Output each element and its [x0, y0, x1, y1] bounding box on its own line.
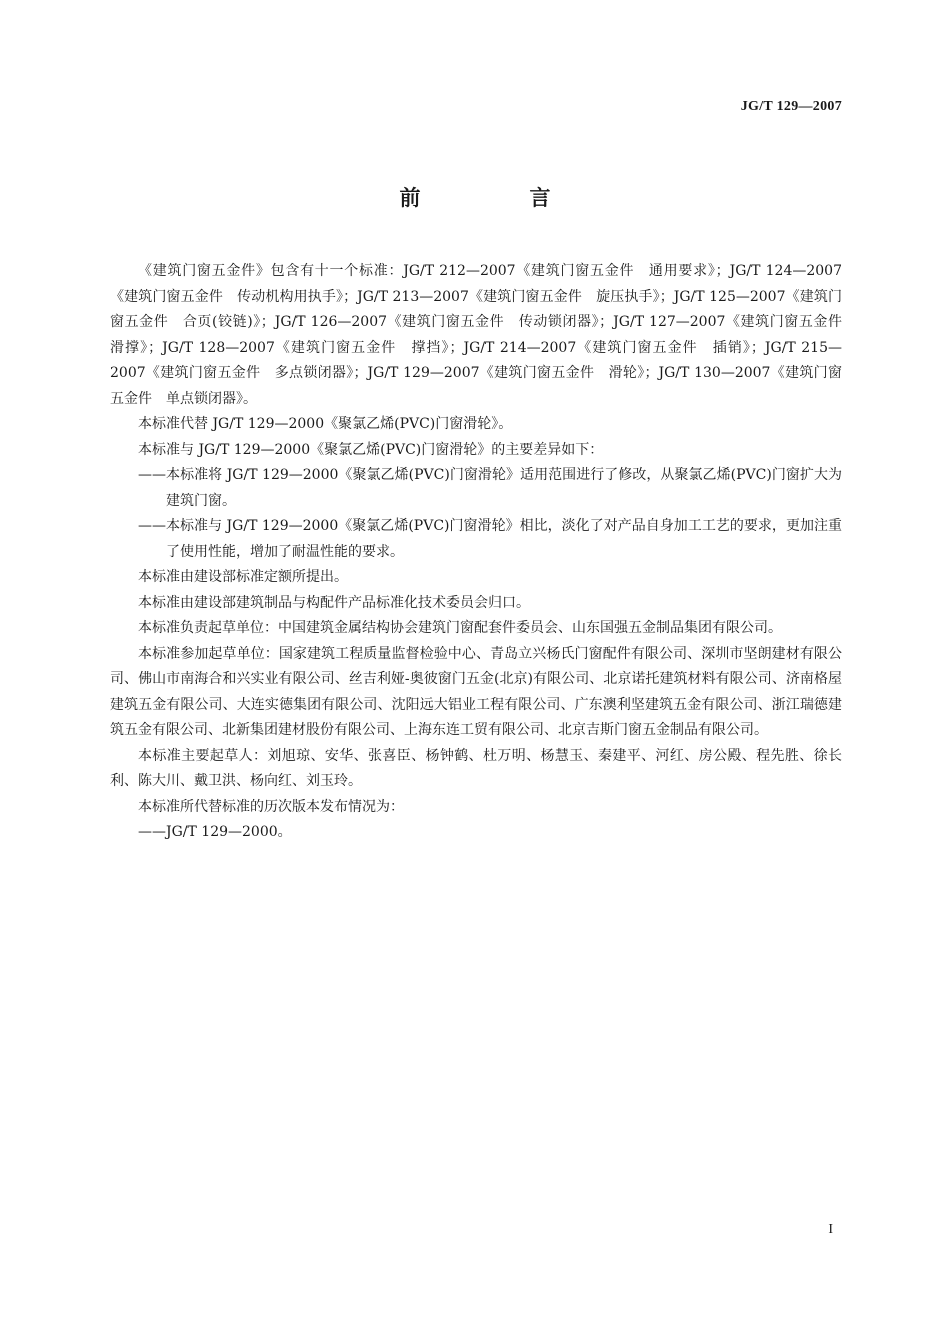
paragraph-main-drafters: 本标准主要起草人：刘旭琼、安华、张喜臣、杨钟鹤、杜万明、杨慧玉、秦建平、河红、房公殿、程先胜、徐长利、陈大川、戴卫洪、杨向红、刘玉玲。 [110, 747, 842, 789]
paragraph-standards-list: 《建筑门窗五金件》包含有十一个标准：JG/T 212—2007《建筑门窗五金件 通用要求》；JG/T 124—2007《建筑门窗五金件 传动机构用执手》；JG/T 213—2007《建筑门窗五金件 旋压执手》；JG/T 125—2007《建筑门窗五金件 合页(铰链)》；JG/T 126—2007《建筑门窗五金件 传动锁闭器》；JG/T 127—2007《建筑门窗五金件 滑撑》；JG/T 128—2007《建筑门窗五金件 撑挡》；JG/T 214—2007《建筑门窗五金件 插销》；JG/T 215—2007《建筑门窗五金件 多点锁闭器》；JG/T 129—2007《建筑门窗五金件 滑轮》；JG/T 130—2007《建筑门窗五金件 单点锁闭器》。 [110, 263, 856, 407]
paragraph-history-intro: 本标准所代替标准的历次版本发布情况为： [138, 798, 404, 815]
standard-code: JG/T 129—2007 [740, 99, 842, 114]
paragraph-participating-drafters: 本标准参加起草单位：国家建筑工程质量监督检验中心、青岛立兴杨氏门窗配件有限公司、深圳市坚朗建材有限公司、佛山市南海合和兴实业有限公司、丝吉利娅-奥彼窗门五金(北京)有限公司、北京诺托建筑材料有限公司、济南格屋建筑五金有限公司、大连实德集团有限公司、沈阳远大铝业工程有限公司、广东澳利坚建筑五金有限公司、浙江瑞德建筑五金有限公司、北新集团建材股份有限公司、上海东连工贸有限公司、北京吉斯门窗五金制品有限公司。 [110, 645, 842, 738]
paragraph-replaces: 本标准代替 JG/T 129—2000《聚氯乙烯(PVC)门窗滑轮》。 [138, 416, 513, 432]
difference-item-scope: ——本标准将 JG/T 129—2000《聚氯乙烯(PVC)门窗滑轮》适用范围进行了修改，从聚氯乙烯(PVC)门窗扩大为建筑门窗。 [138, 467, 842, 509]
foreword-body [110, 259, 856, 846]
paragraph-differences-intro: 本标准与 JG/T 129—2000《聚氯乙烯(PVC)门窗滑轮》的主要差异如下： [138, 441, 604, 458]
page-number: I [828, 1222, 833, 1237]
history-item: ——JG/T 129—2000。 [138, 824, 292, 840]
page-title: 前 言 [399, 185, 595, 210]
paragraph-proposed-by: 本标准由建设部标准定额所提出。 [138, 569, 348, 585]
paragraph-managed-by: 本标准由建设部建筑制品与构配件产品标准化技术委员会归口。 [138, 594, 530, 611]
difference-item-performance: ——本标准与 JG/T 129—2000《聚氯乙烯(PVC)门窗滑轮》相比，淡化了对产品自身加工工艺的要求，更加注重了使用性能，增加了耐温性能的要求。 [138, 518, 842, 560]
paragraph-lead-drafter: 本标准负责起草单位：中国建筑金属结构协会建筑门窗配套件委员会、山东国强五金制品集团有限公司。 [138, 620, 782, 636]
